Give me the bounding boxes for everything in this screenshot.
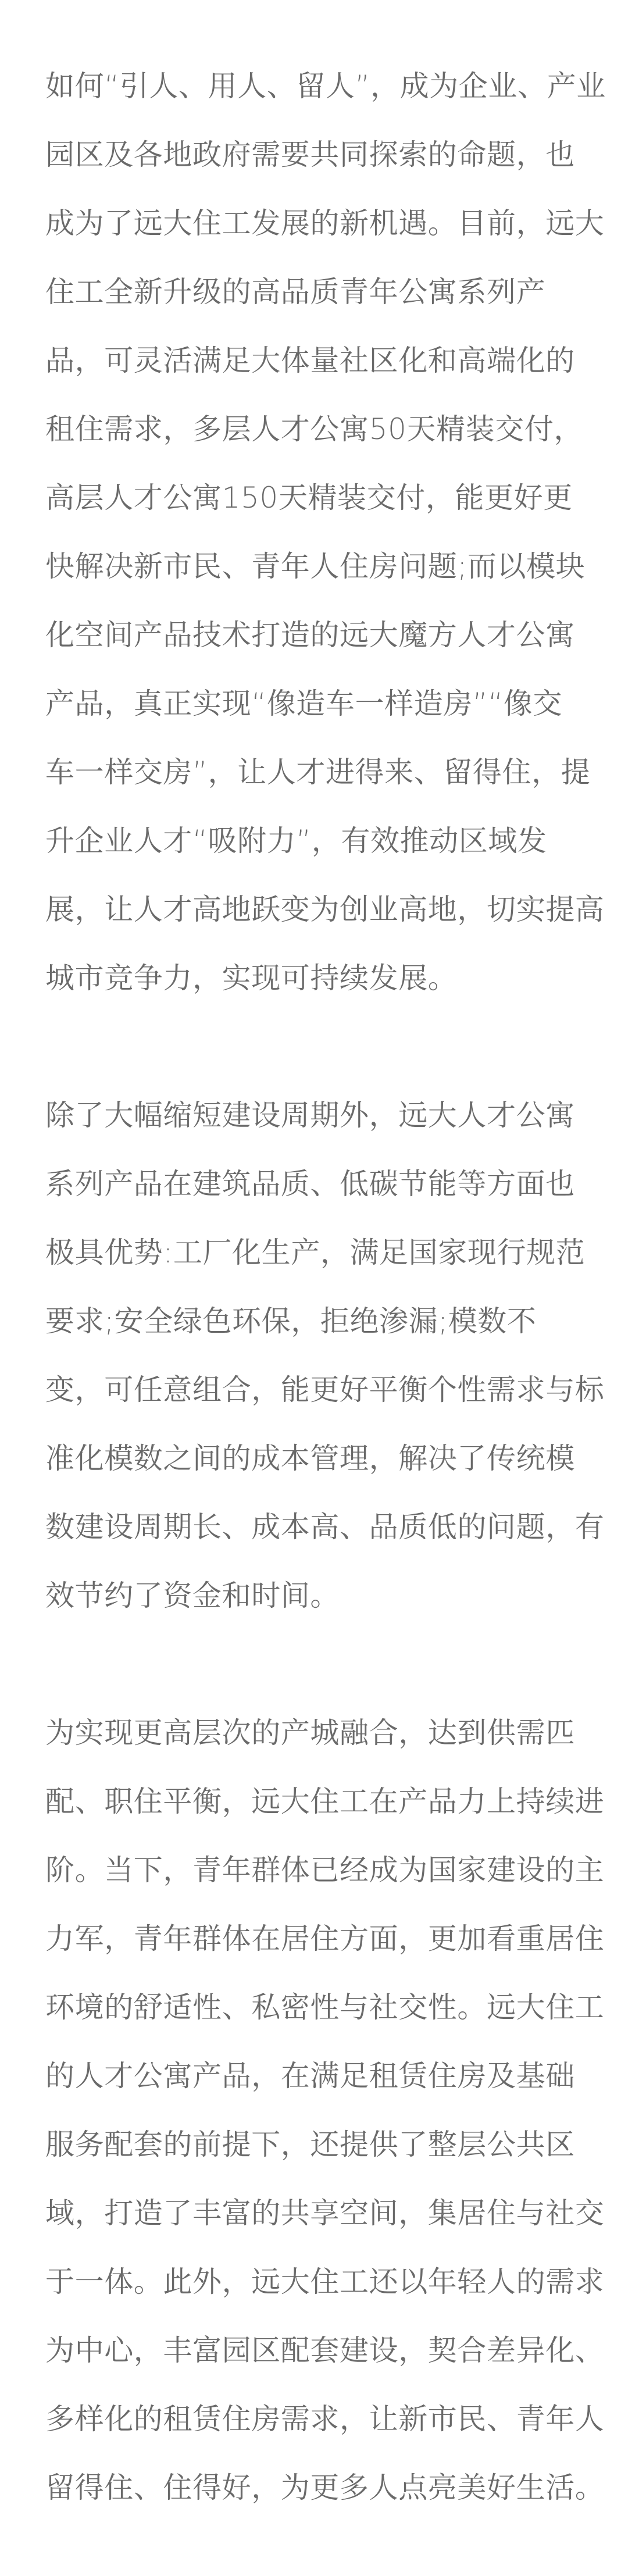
text-line: 租住需求，多层人才公寓50天精装交付， [45,412,584,446]
text-line: 留得住、住得好，为更多人点亮美好生活。 [45,2471,605,2504]
text-line: 如何“引人、用人、留人”，成为企业、产业 [45,69,606,103]
text-line: 除了大幅缩短建设周期外，远大人才公寓 [45,1098,575,1132]
text-line: 产品，真正实现“像造车一样造房”“像交 [45,687,563,720]
text-line: 域，打造了丰富的共享空间，集居住与社交 [45,2196,605,2230]
text-line: 系列产品在建筑品质、低碳节能等方面也 [45,1167,575,1201]
paragraph-list [45,52,606,2522]
text-line: 升企业人才“吸附力”，有效推动区域发 [45,824,547,858]
text-line: 力军，青年群体在居住方面，更加看重居住 [45,1922,605,1956]
text-line: 为实现更高层次的产城融合，达到供需匹 [45,1716,575,1750]
text-line: 的人才公寓产品，在满足租赁住房及基础 [45,2059,575,2093]
text-line: 园区及各地政府需要共同探索的命题，也 [45,138,575,172]
text-line: 化空间产品技术打造的远大魔方人才公寓 [45,618,575,652]
text-line: 高层人才公寓150天精装交付，能更好更 [45,481,573,515]
text-line: 多样化的租赁住房需求，让新市民、青年人 [45,2402,605,2436]
text-line: 品，可灵活满足大体量社区化和高端化的 [45,344,575,377]
text-line: 城市竞争力，实现可持续发展。 [45,961,458,995]
text-line: 准化模数之间的成本管理，解决了传统模 [45,1442,575,1475]
text-line: 阶。当下，青年群体已经成为国家建设的主 [45,1853,605,1887]
paragraph [45,1699,605,2522]
text-line: 住工全新升级的高品质青年公寓系列产 [45,275,546,309]
text-line: 变，可任意组合，能更好平衡个性需求与标 [45,1373,605,1407]
text-line: 成为了远大住工发展的新机遇。目前，远大 [45,206,605,240]
text-line: 服务配套的前提下，还提供了整层公共区 [45,2128,575,2161]
text-line: 配、职住平衡，远大住工在产品力上持续进 [45,1785,605,1818]
text-line: 环境的舒适性、私密性与社交性。远大住工 [45,1990,605,2024]
text-line: 数建设周期长、成本高、品质低的问题，有 [45,1510,605,1544]
text-line: 效节约了资金和时间。 [45,1579,340,1612]
text-line: 要求;安全绿色环保，拒绝渗漏;模数不 [45,1304,537,1338]
text-line: 车一样交房”，让人才进得来、留得住，提 [45,755,591,789]
text-line: 极具优势:工厂化生产，满足国家现行规范 [45,1236,586,1269]
text-line: 于一体。此外，远大住工还以年轻人的需求 [45,2265,605,2299]
text-line: 快解决新市民、青年人住房问题;而以模块 [45,550,586,583]
text-line: 为中心，丰富园区配套建设，契合差异化、 [45,2334,605,2367]
paragraph [45,52,606,1012]
paragraph [45,1081,605,1630]
text-line: 展，让人才高地跃变为创业高地，切实提高 [45,893,605,926]
